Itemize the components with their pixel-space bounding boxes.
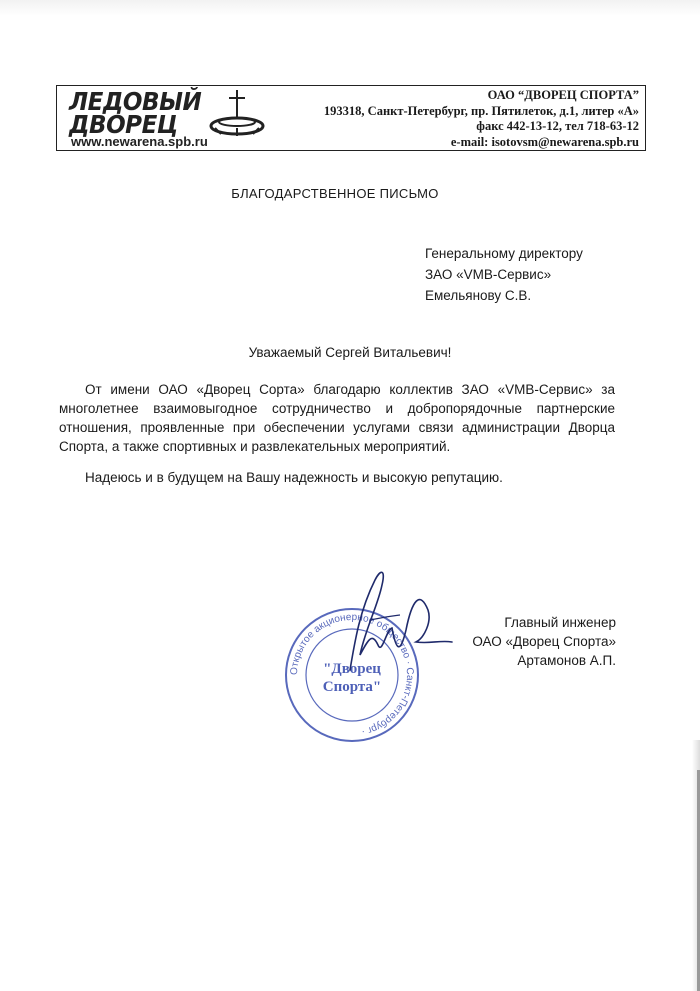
stamp-center-line1: "Дворец: [323, 661, 381, 677]
logo-line2: ДВОРЕЦ: [69, 110, 178, 139]
scan-edge: [0, 0, 700, 16]
letter-body: [59, 380, 615, 487]
arena-emblem-icon: [207, 88, 267, 140]
signer-name: Артамонов А.П.: [517, 653, 616, 668]
stamp-center-line2: Спорта": [322, 679, 382, 695]
signer-organization: ОАО «Дворец Спорта»: [472, 634, 616, 649]
signer-position: Главный инженер: [504, 615, 616, 630]
handwritten-signature: [320, 560, 460, 680]
org-phones: факс 442-13-12, тел 718-63-12: [476, 119, 639, 133]
paragraph: Надеюсь и в будущем на Вашу надежность и высокую репутацию.: [85, 470, 503, 485]
stamp-ring-text: Открытое акционерное общество · Санкт-Петербург ·: [288, 611, 416, 738]
letterhead: [56, 85, 646, 151]
logo: [61, 88, 286, 148]
org-email: e-mail: isotovsm@newarena.spb.ru: [450, 134, 639, 149]
org-address: 193318, Санкт-Петербург, пр. Пятилеток, д.1, литер «А»: [323, 103, 639, 118]
signature-block: [472, 613, 616, 670]
org-name: ОАО “ДВОРЕЦ СПОРТА”: [487, 88, 639, 102]
organization-info: [279, 88, 639, 150]
document-title: БЛАГОДАРСТВЕННОЕ ПИСЬМО: [231, 186, 439, 201]
greeting: Уважаемый Сергей Витальевич!: [248, 345, 452, 360]
addressee-line: ЗАО «VMB-Сервис»: [425, 267, 552, 282]
addressee-line: Генеральному директору: [425, 246, 583, 261]
logo-url: www.newarena.spb.ru: [71, 134, 208, 149]
addressee-block: [425, 243, 583, 306]
paragraph: От имени ОАО «Дворец Сорта» благодарю коллектив ЗАО «VMB-Сервис» за многолетнее взаимовыгодное сотрудничество и добропорядочные партнерские отношения, проявленные при обеспечении услугами связи администрации Дворца Спорта, а также спортивных и развлекательных мероприятий.: [59, 382, 615, 454]
addressee-line: Емельянову С.В.: [425, 288, 532, 303]
logo-line1: ЛЕДОВЫЙ: [69, 87, 202, 116]
